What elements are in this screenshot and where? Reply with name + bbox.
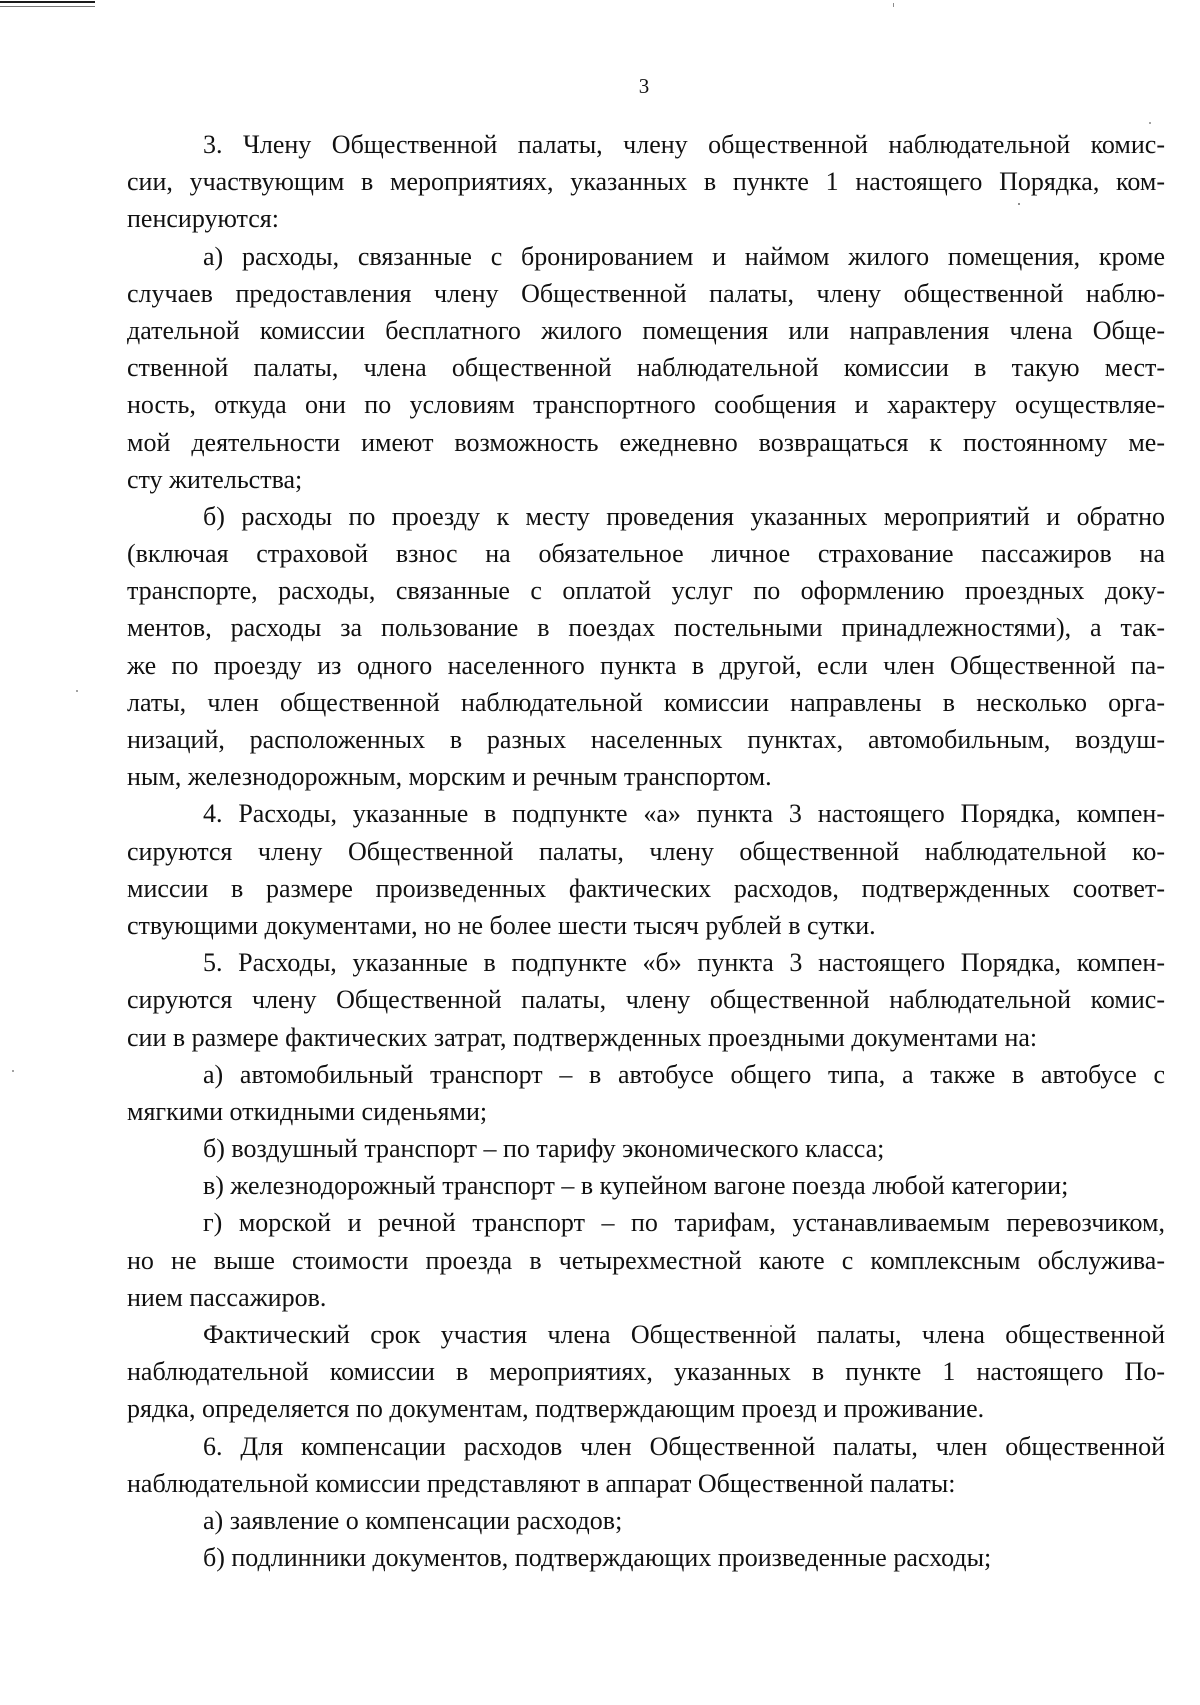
text-line: транспорте, расходы, связанные с оплатой услуг по оформлению проездных доку- xyxy=(127,576,1165,606)
scan-speck xyxy=(12,1070,14,1072)
text-line: 4. Расходы, указанные в подпункте «а» пункта 3 настоящего Порядка, компен- xyxy=(203,799,1165,829)
text-line: а) автомобильный транспорт – в автобусе общего типа, а также в автобусе с xyxy=(203,1059,1165,1089)
text-line: наблюдательной комиссии представляют в аппарат Общественной палаты: xyxy=(127,1468,956,1498)
text-line: рядка, определяется по документам, подтверждающим проезд и проживание. xyxy=(127,1394,985,1424)
text-line: б) воздушный транспорт – по тарифу экономического класса; xyxy=(203,1134,885,1164)
text-line: Фактический срок участия члена Общественной палаты, члена общественной xyxy=(203,1320,1165,1349)
text-line: 3. Члену Общественной палаты, члену общественной наблюдательной комис- xyxy=(203,130,1165,159)
text-line: но не выше стоимости проезда в четырехместной каюте с комплексным обслужива- xyxy=(127,1245,1165,1275)
text-line: дательной комиссии бесплатного жилого помещения или направления члена Обще- xyxy=(127,315,1165,345)
text-line: мягкими откидными сиденьями; xyxy=(127,1096,488,1126)
text-line: 6. Для компенсации расходов член Общественной палаты, член общественной xyxy=(203,1431,1165,1461)
text-line: ментов, расходы за пользование в поездах постельными принадлежностями), а так- xyxy=(127,613,1165,643)
text-line: миссии в размере произведенных фактических расходов, подтвержденных соответ- xyxy=(127,873,1165,903)
text-line: низаций, расположенных в разных населенных пунктах, автомобильным, воздуш- xyxy=(127,725,1165,754)
text-line: мой деятельности имеют возможность ежедневно возвращаться к постоянному ме- xyxy=(127,427,1165,457)
scan-edge-mark xyxy=(0,6,95,7)
text-line: а) расходы, связанные с бронированием и наймом жилого помещения, кроме xyxy=(203,241,1165,271)
text-line: нием пассажиров. xyxy=(127,1282,327,1312)
text-line: случаев предоставления члену Общественной палаты, члену общественной наблю- xyxy=(127,278,1165,308)
scan-speck xyxy=(893,3,894,7)
page-number: 3 xyxy=(638,74,650,98)
text-line: б) подлинники документов, подтверждающих произведенные расходы; xyxy=(203,1543,992,1573)
text-line: в) железнодорожный транспорт – в купейном вагоне поезда любой категории; xyxy=(203,1171,1069,1201)
text-line: 5. Расходы, указанные в подпункте «б» пункта 3 настоящего Порядка, компен- xyxy=(203,948,1165,978)
text-line: сируются члену Общественной палаты, члену общественной наблюдательной ко- xyxy=(127,836,1165,866)
text-line: ность, откуда они по условиям транспортного сообщения и характеру осуществляе- xyxy=(127,390,1165,420)
scan-speck xyxy=(76,690,78,692)
document-body xyxy=(127,126,1165,1576)
text-line: латы, член общественной наблюдательной комиссии направлены в несколько орга- xyxy=(127,687,1165,717)
text-line: ным, железнодорожным, морским и речным транспортом. xyxy=(127,762,772,792)
text-line: сии в размере фактических затрат, подтвержденных проездными документами на: xyxy=(127,1022,1038,1052)
text-line: сируются члену Общественной палаты, члену общественной наблюдательной комис- xyxy=(127,985,1165,1015)
text-line: же по проезду из одного населенного пункта в другой, если член Общественной па- xyxy=(127,650,1165,680)
text-line: (включая страховой взнос на обязательное личное страхование пассажиров на xyxy=(127,539,1165,569)
text-line: наблюдательной комиссии в мероприятиях, указанных в пункте 1 настоящего По- xyxy=(127,1357,1165,1387)
text-line: а) заявление о компенсации расходов; xyxy=(203,1505,623,1535)
scan-edge-mark xyxy=(0,1,95,3)
text-line: сии, участвующим в мероприятиях, указанных в пункте 1 настоящего Порядка, ком- xyxy=(127,167,1165,197)
scan-speck xyxy=(1149,122,1151,124)
text-line: пенсируются: xyxy=(127,204,279,234)
text-line: ственной палаты, члена общественной наблюдательной комиссии в такую мест- xyxy=(127,353,1165,383)
text-line: б) расходы по проезду к месту проведения указанных мероприятий и обратно xyxy=(203,501,1165,531)
text-line: сту жительства; xyxy=(127,464,303,494)
text-line: г) морской и речной транспорт – по тарифам, устанавливаемым перевозчиком, xyxy=(203,1208,1165,1238)
text-line: ствующими документами, но не более шести тысяч рублей в сутки. xyxy=(127,910,876,940)
